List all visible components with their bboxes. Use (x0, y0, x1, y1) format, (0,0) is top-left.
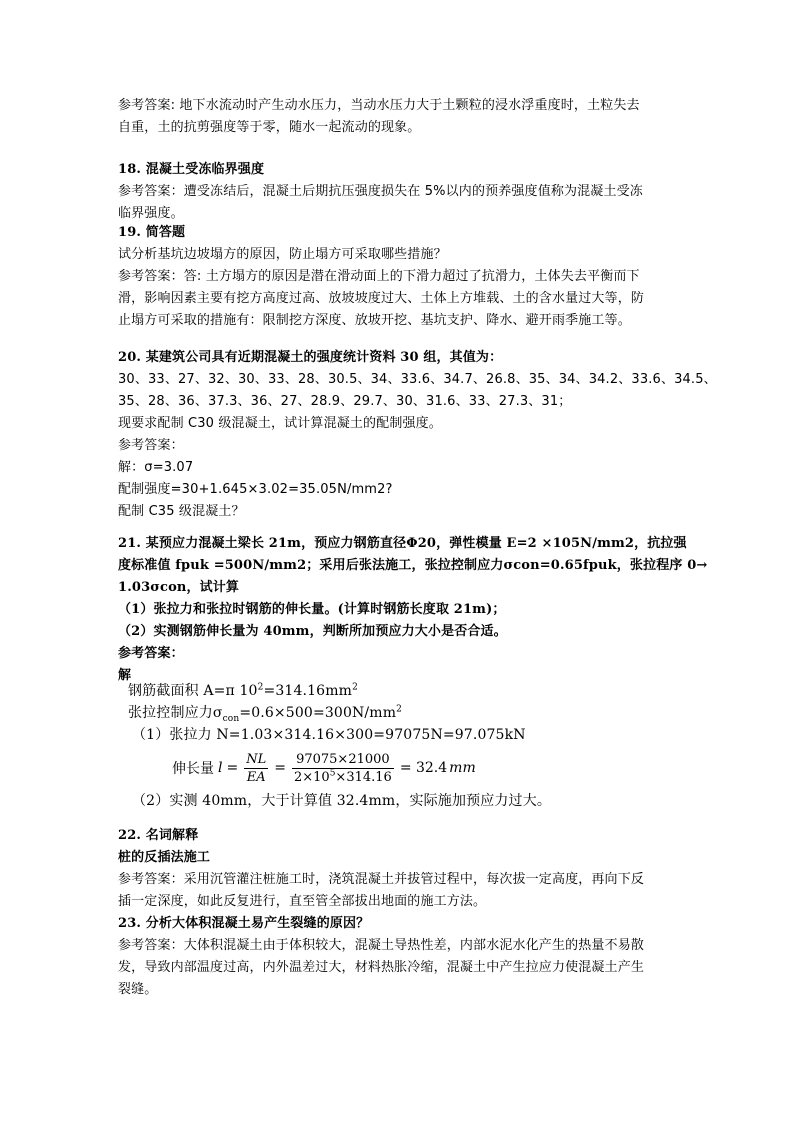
calc-elongation-fraction-numeric (292, 751, 394, 786)
q19-answer-line-3: 止塌方可采取的措施有：限制挖方深度、放坡开挖、基坑支护、降水、避开雨季施工等。 (118, 313, 631, 328)
q21-subquestion-1: （1）张拉力和张拉时钢筋的伸长量。(计算时钢筋长度取 21m)； (118, 602, 506, 617)
calc-fraction-2-denominator (292, 769, 394, 786)
calc-fraction-2-den-base: 2×10 (293, 769, 330, 785)
q18-answer-line-1: 参考答案：遭受冻结后，混凝土后期抗压强度损失在 5%以内的预养强度值称为混凝土受冻 (118, 184, 643, 199)
q23-title: 23. 分析大体积混凝土易产生裂缝的原因？ (118, 916, 370, 931)
q19-question: 试分析基坑边坡塌方的原因，防止塌方可采取哪些措施？ (118, 247, 447, 262)
q20-solution-line-2: 配制强度=30+1.645×3.02=35.05N/mm2? (118, 482, 393, 497)
q22-answer-line-1: 参考答案：采用沉管灌注桩施工时，浇筑混凝土并拔管过程中，每次拔一定高度，再向下反 (118, 872, 645, 887)
q20-solution-line-3: 配制 C35 级混凝土？ (118, 504, 245, 519)
q21-title-line-3: 1.03σcon，试计算 (118, 580, 240, 595)
q21-answer-label: 参考答案： (118, 646, 184, 661)
calc-elongation-equation: 伸长量 l = $\frac{NL}{EA}$ = $\frac{97075\times 21000}{2\times 10^5\times 314.16}$ = 32.4 mm (172, 751, 476, 785)
q18-section (118, 159, 678, 225)
q20-section (118, 347, 717, 523)
q22-answer-line-2: 插一定深度，如此反复进行，直至管全部拔出地面的施工方法。 (118, 894, 487, 909)
q21-solution-label: 解 (118, 668, 132, 683)
calc-fraction-1-denominator: EA (246, 769, 266, 785)
q19-answer-line-2: 滑，影响因素主要有挖方高度过高、放坡坡度过大、土体上方堆载、土的含水量过大等，防 (118, 291, 645, 306)
q20-data-line-1: 30、33、27、32、30、33、28、30.5、34、33.6、34.7、26.8、35、34、34.2、33.6、34.5、 (118, 372, 717, 387)
q20-task: 现要求配制 C30 级混凝土，试计算混凝土的配制强度。 (118, 416, 442, 431)
q20-title: 20. 某建筑公司具有近期混凝土的强度统计资料 30 组，其值为： (118, 350, 503, 365)
calc-fraction-2-numerator: 97075×21000 (292, 751, 394, 769)
q21-title-line-1: 21. 某预应力混凝土梁长 21m，预应力钢筋直径Φ20，弹性模量 E=2 ×105N/mm2，抗拉强 (118, 536, 687, 551)
q20-data-line-2: 35、28、36、37.3、36、27、28.9、29.7、30、31.6、33、27.3、31； (118, 394, 572, 409)
calc-area-text: 钢筋截面积 A=π 10 (128, 683, 258, 699)
q21-subquestion-2: （2）实测钢筋伸长量为 40mm，判断所加预应力大小是否合适。 (118, 624, 507, 639)
q20-answer-label: 参考答案： (118, 438, 184, 453)
q21-title-line-2: 度标准值 fpuk =500N/mm2；采用后张法施工，张拉控制应力σcon=0.65fpuk，张拉程序 0→ (118, 558, 708, 573)
q18-answer-line-2: 临界强度。 (118, 206, 184, 221)
q19-answer-line-1: 参考答案：答: 土方塌方的原因是潜在滑动面上的下滑力超过了抗滑力，土体失去平衡而下 (118, 269, 640, 284)
calc-measured-line: （2）实测 40mm，大于计算值 32.4mm，实际施加预应力过大。 (132, 793, 551, 809)
calc-area-unit-exponent: 2 (352, 682, 358, 693)
calc-sigma-result: =0.6×500=300N/mm (239, 705, 397, 721)
q18-title: 18. 混凝土受冻临界强度 (118, 162, 265, 177)
q21-section (118, 533, 708, 687)
q19-title: 19. 简答题 (118, 225, 186, 240)
calc-area-result: =314.16mm (263, 683, 353, 699)
calc-elongation-fraction-symbolic (244, 751, 268, 786)
q23-answer-line-2: 发，导致内部温度过高，内外温差过大，材料热胀冷缩，混凝土中产生拉应力使混凝土产生 (118, 960, 645, 975)
q20-solution-line-1: 解：σ=3.07 (118, 460, 194, 475)
q22-title: 22. 名词解释 (118, 828, 199, 843)
q21-worked-solution (128, 680, 588, 810)
calc-force-line: （1）张拉力 N=1.03×314.16×300=97075N=97.075kN (132, 727, 526, 743)
q22-section (118, 825, 678, 913)
calc-area-exponent: 2 (257, 682, 264, 693)
q23-answer-line-3: 裂缝。 (118, 982, 158, 997)
q17-answer-line-2: 自重，土的抗剪强度等于零，随水一起流动的现象。 (118, 120, 421, 135)
q23-answer-line-1: 参考答案：大体积混凝土由于体积较大，混凝土导热性差，内部水泥水化产生的热量不易散 (118, 938, 645, 953)
q23-section (118, 913, 678, 1001)
q22-term: 桩的反插法施工 (118, 850, 211, 865)
calc-sigma-line (128, 702, 588, 724)
q17-answer (118, 95, 678, 139)
calc-elongation-symbol: l (218, 760, 223, 776)
calc-fraction-2-den-exponent: 5 (329, 768, 336, 779)
calc-fraction-1-numerator: NL (246, 751, 267, 767)
q19-section (118, 222, 678, 332)
calc-area-line (128, 680, 588, 702)
calc-elongation-label: 伸长量 (172, 761, 214, 777)
calc-sigma-text: 张拉控制应力σ (128, 705, 223, 721)
calc-fraction-2-den-tail: ×314.16 (335, 769, 392, 785)
calc-sigma-subscript: con (222, 713, 240, 724)
calc-elongation-result: = 32.4 (399, 760, 448, 776)
calc-sigma-exponent: 2 (396, 704, 403, 715)
q17-answer-line-1: 参考答案: 地下水流动时产生动水压力，当动水压力大于土颗粒的浸水浮重度时，土粒失去 (118, 98, 640, 113)
calc-elongation-unit: mm (449, 760, 476, 776)
